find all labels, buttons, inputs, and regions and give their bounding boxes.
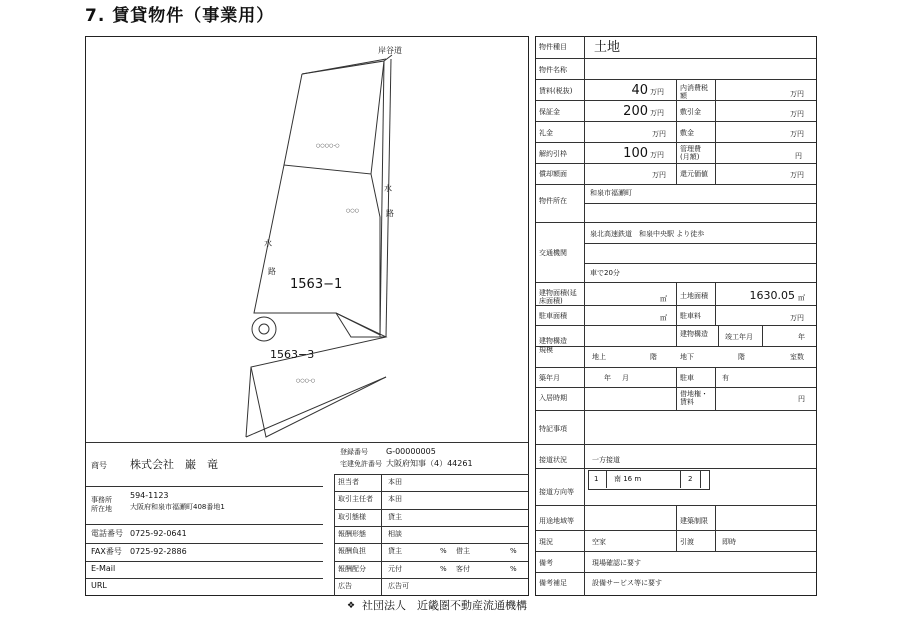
divider: [536, 444, 816, 445]
divider: [536, 222, 816, 223]
divider: [676, 505, 677, 551]
map-water-label-4: 路: [386, 209, 394, 218]
license-label: 宅建免許番号: [340, 460, 382, 468]
type-label: 物件種目: [539, 43, 567, 51]
company-fax: 0725-92-2886: [130, 547, 187, 556]
move-label: 入居時期: [539, 394, 567, 402]
rent-value: 40: [631, 83, 648, 98]
divider: [334, 561, 528, 562]
footer-icon: ❖: [347, 601, 356, 611]
deal-row-label: 報酬形態: [338, 530, 366, 538]
divider: [86, 442, 528, 443]
deal-row-value: 本田: [388, 478, 402, 486]
deal-row-label: 報酬負担: [338, 547, 366, 555]
deposit-label: 保証金: [539, 108, 560, 116]
land-unit: ㎡: [798, 294, 805, 302]
divider: [536, 572, 816, 573]
reg-value: G-00000005: [386, 447, 436, 456]
shikikin-label: 敷金: [680, 129, 694, 137]
kaiyaku-unit: 万円: [650, 151, 664, 159]
shikiki-unit: 万円: [790, 110, 804, 118]
floor-unit: 階: [650, 353, 657, 361]
year-label-2: 竣工年月: [725, 333, 753, 341]
road-label: 接道状況: [539, 456, 567, 464]
deal-row-extra: 客付: [456, 565, 470, 573]
divider: [676, 325, 677, 346]
access-label: 交通機関: [539, 249, 567, 257]
bldg-label: 建物構造 規模: [539, 337, 567, 354]
map-water-label-1: 水: [264, 239, 272, 248]
year-unit: 年: [798, 333, 805, 341]
rent-type-label: 借地権・賃料: [680, 390, 708, 406]
koushin-unit: 万円: [652, 171, 666, 179]
fax-label: FAX番号: [91, 547, 122, 556]
divider: [536, 468, 816, 469]
divider: [334, 491, 528, 492]
svg-text:○○○○-○: ○○○○-○: [316, 143, 340, 149]
kanri-unit: 円: [795, 152, 802, 160]
remarks-value: 現場確認に要す: [592, 559, 641, 567]
deal-row-value: 貸主: [388, 547, 402, 555]
status-value: 空家: [592, 538, 606, 546]
deal-row-value: 広告可: [388, 582, 409, 590]
deal-row-extra: %: [440, 547, 447, 555]
floor-below: 地下: [680, 353, 694, 361]
year-label: 建物構造: [680, 330, 708, 338]
move-in-value: 即時: [722, 538, 736, 546]
divider: [715, 79, 716, 184]
divider: [334, 509, 528, 510]
divider: [334, 526, 528, 527]
zoning2-label: 建築制限: [680, 517, 708, 525]
map-water-label-2: 路: [268, 267, 276, 276]
divider: [676, 367, 677, 410]
deal-row-label: 広告: [338, 582, 352, 590]
road-value: 一方接道: [592, 456, 620, 464]
parking-unit: ㎡: [660, 314, 667, 322]
maint-unit: 万円: [790, 90, 804, 98]
land-label: 土地面積: [680, 292, 708, 300]
divider: [536, 551, 816, 552]
svg-text:○○○-○: ○○○-○: [296, 378, 316, 384]
divider: [334, 543, 528, 544]
shikikin-unit: 万円: [790, 130, 804, 138]
kaiyaku-label: 解約引枠: [539, 150, 567, 158]
reikin-label: 礼金: [539, 129, 553, 137]
divider: [536, 184, 816, 185]
company-address: 大阪府和泉市福瀬町408番地1: [130, 503, 225, 511]
maint-label: 内消費税額: [680, 84, 708, 100]
divider: [536, 346, 816, 347]
page-title: 7. 賃貸物件（事業用）: [85, 6, 275, 26]
tel-label: 電話番号: [91, 529, 123, 538]
rent-type-unit: 円: [798, 395, 805, 403]
company-name: 株式会社 巌 竜: [130, 458, 218, 471]
divider: [585, 263, 816, 264]
deal-row-value: 相談: [388, 530, 402, 538]
rent-label: 賃料(税抜): [539, 87, 573, 95]
area-unit: ㎡: [660, 295, 667, 303]
map-top-label: 岸谷道: [378, 46, 402, 55]
deal-row-label: 取引主任者: [338, 495, 373, 503]
floor-unit-2: 階: [738, 353, 745, 361]
parking-fee-unit: 万円: [790, 314, 804, 322]
map-water-label-3: 水: [384, 184, 392, 193]
divider: [86, 561, 323, 562]
svg-text:○○○: ○○○: [346, 208, 360, 214]
divider: [86, 543, 323, 544]
deal-row-value: 元付: [388, 565, 402, 573]
deposit-unit: 万円: [650, 109, 664, 117]
parking-yes-label: 駐車: [680, 374, 694, 382]
name-label: 物件名称: [539, 66, 567, 74]
deal-row-label: 取引態様: [338, 513, 366, 521]
remarks2-value: 設備サービス等に要す: [592, 579, 662, 587]
area-label: 建物面積(延床面積): [539, 289, 577, 305]
parking-yes-value: 有: [722, 374, 729, 382]
divider: [585, 203, 816, 204]
footer-text: 社団法人 近畿圏不動産流通機構: [362, 599, 527, 612]
koushin-label: 償却額面: [539, 170, 567, 178]
company-postal: 594-1123: [130, 491, 169, 500]
divider: [676, 282, 677, 325]
type-value: 土地: [594, 40, 621, 55]
divider: [762, 325, 763, 346]
other-label: 還元価値: [680, 170, 708, 178]
reg-label: 登録番号: [340, 448, 368, 456]
deal-row-value: 本田: [388, 495, 402, 503]
parking-fee-label: 駐車料: [680, 312, 701, 320]
divider: [86, 486, 323, 487]
road-2: 2: [688, 475, 693, 483]
remarks-label: 備考: [539, 559, 553, 567]
other-unit: 万円: [790, 171, 804, 179]
divider: [536, 410, 816, 411]
divider: [715, 282, 716, 325]
kanri-label: 管理費(月額): [680, 145, 701, 161]
addr-value: 和泉市福瀬町: [590, 189, 632, 197]
special-label: 特記事項: [539, 425, 567, 433]
deal-row-extra: %: [440, 565, 447, 573]
built-label: 築年月: [539, 374, 560, 382]
access-time: 車で20分: [590, 269, 620, 277]
built-month: 月: [622, 374, 629, 382]
addr-label: 物件所在: [539, 197, 567, 205]
parcel-sub-label: 1563−3: [270, 348, 315, 361]
site-map: [86, 37, 528, 442]
divider: [381, 474, 382, 595]
divider: [584, 36, 585, 596]
divider: [536, 58, 816, 59]
deal-row-label: 担当者: [338, 478, 359, 486]
divider: [606, 470, 607, 488]
parking-label: 駐車面積: [539, 312, 567, 320]
divider: [676, 79, 677, 184]
road-dir-label: 接道方向等: [539, 488, 574, 496]
deal-row-extra: %: [510, 565, 517, 573]
divider: [334, 578, 528, 579]
company-tel: 0725-92-0641: [130, 529, 187, 538]
status-label: 現況: [539, 538, 553, 546]
parcel-main-label: 1563−1: [290, 277, 343, 292]
remarks2-label: 備考補足: [539, 579, 567, 587]
deal-row-extra: 借主: [456, 547, 470, 555]
land-value: 1630.05: [749, 289, 795, 302]
zoning-label: 用途地域等: [539, 517, 574, 525]
divider: [715, 367, 716, 410]
built-year: 年: [604, 374, 611, 382]
deposit-value: 200: [623, 104, 648, 119]
road-1-value: 南 16 m: [614, 475, 642, 483]
office-label: 事務所 所在地: [91, 496, 112, 513]
divider: [715, 505, 716, 551]
url-label: URL: [91, 581, 107, 590]
floor-above: 地上: [592, 353, 606, 361]
divider: [718, 325, 719, 346]
divider: [680, 470, 681, 488]
deal-row-label: 報酬配分: [338, 565, 366, 573]
move-in-label: 引渡: [680, 538, 694, 546]
kaiyaku-value: 100: [623, 146, 648, 161]
access-line: 泉北高速鉄道 和泉中央駅 より徒歩: [590, 230, 705, 238]
company-name-label: 商号: [91, 461, 107, 470]
deal-row-extra: %: [510, 547, 517, 555]
divider: [700, 470, 701, 488]
divider: [86, 524, 323, 525]
unit-count: 室数: [790, 353, 804, 361]
license-value: 大阪府知事（4）44261: [386, 459, 473, 468]
divider: [334, 474, 528, 475]
divider: [585, 243, 816, 244]
email-label: E-Mail: [91, 564, 116, 573]
road-1: 1: [594, 475, 599, 483]
shikiki-label: 敷引金: [680, 108, 701, 116]
reikin-unit: 万円: [652, 130, 666, 138]
divider: [86, 578, 323, 579]
rent-unit: 万円: [650, 88, 664, 96]
deal-row-value: 貸主: [388, 513, 402, 521]
